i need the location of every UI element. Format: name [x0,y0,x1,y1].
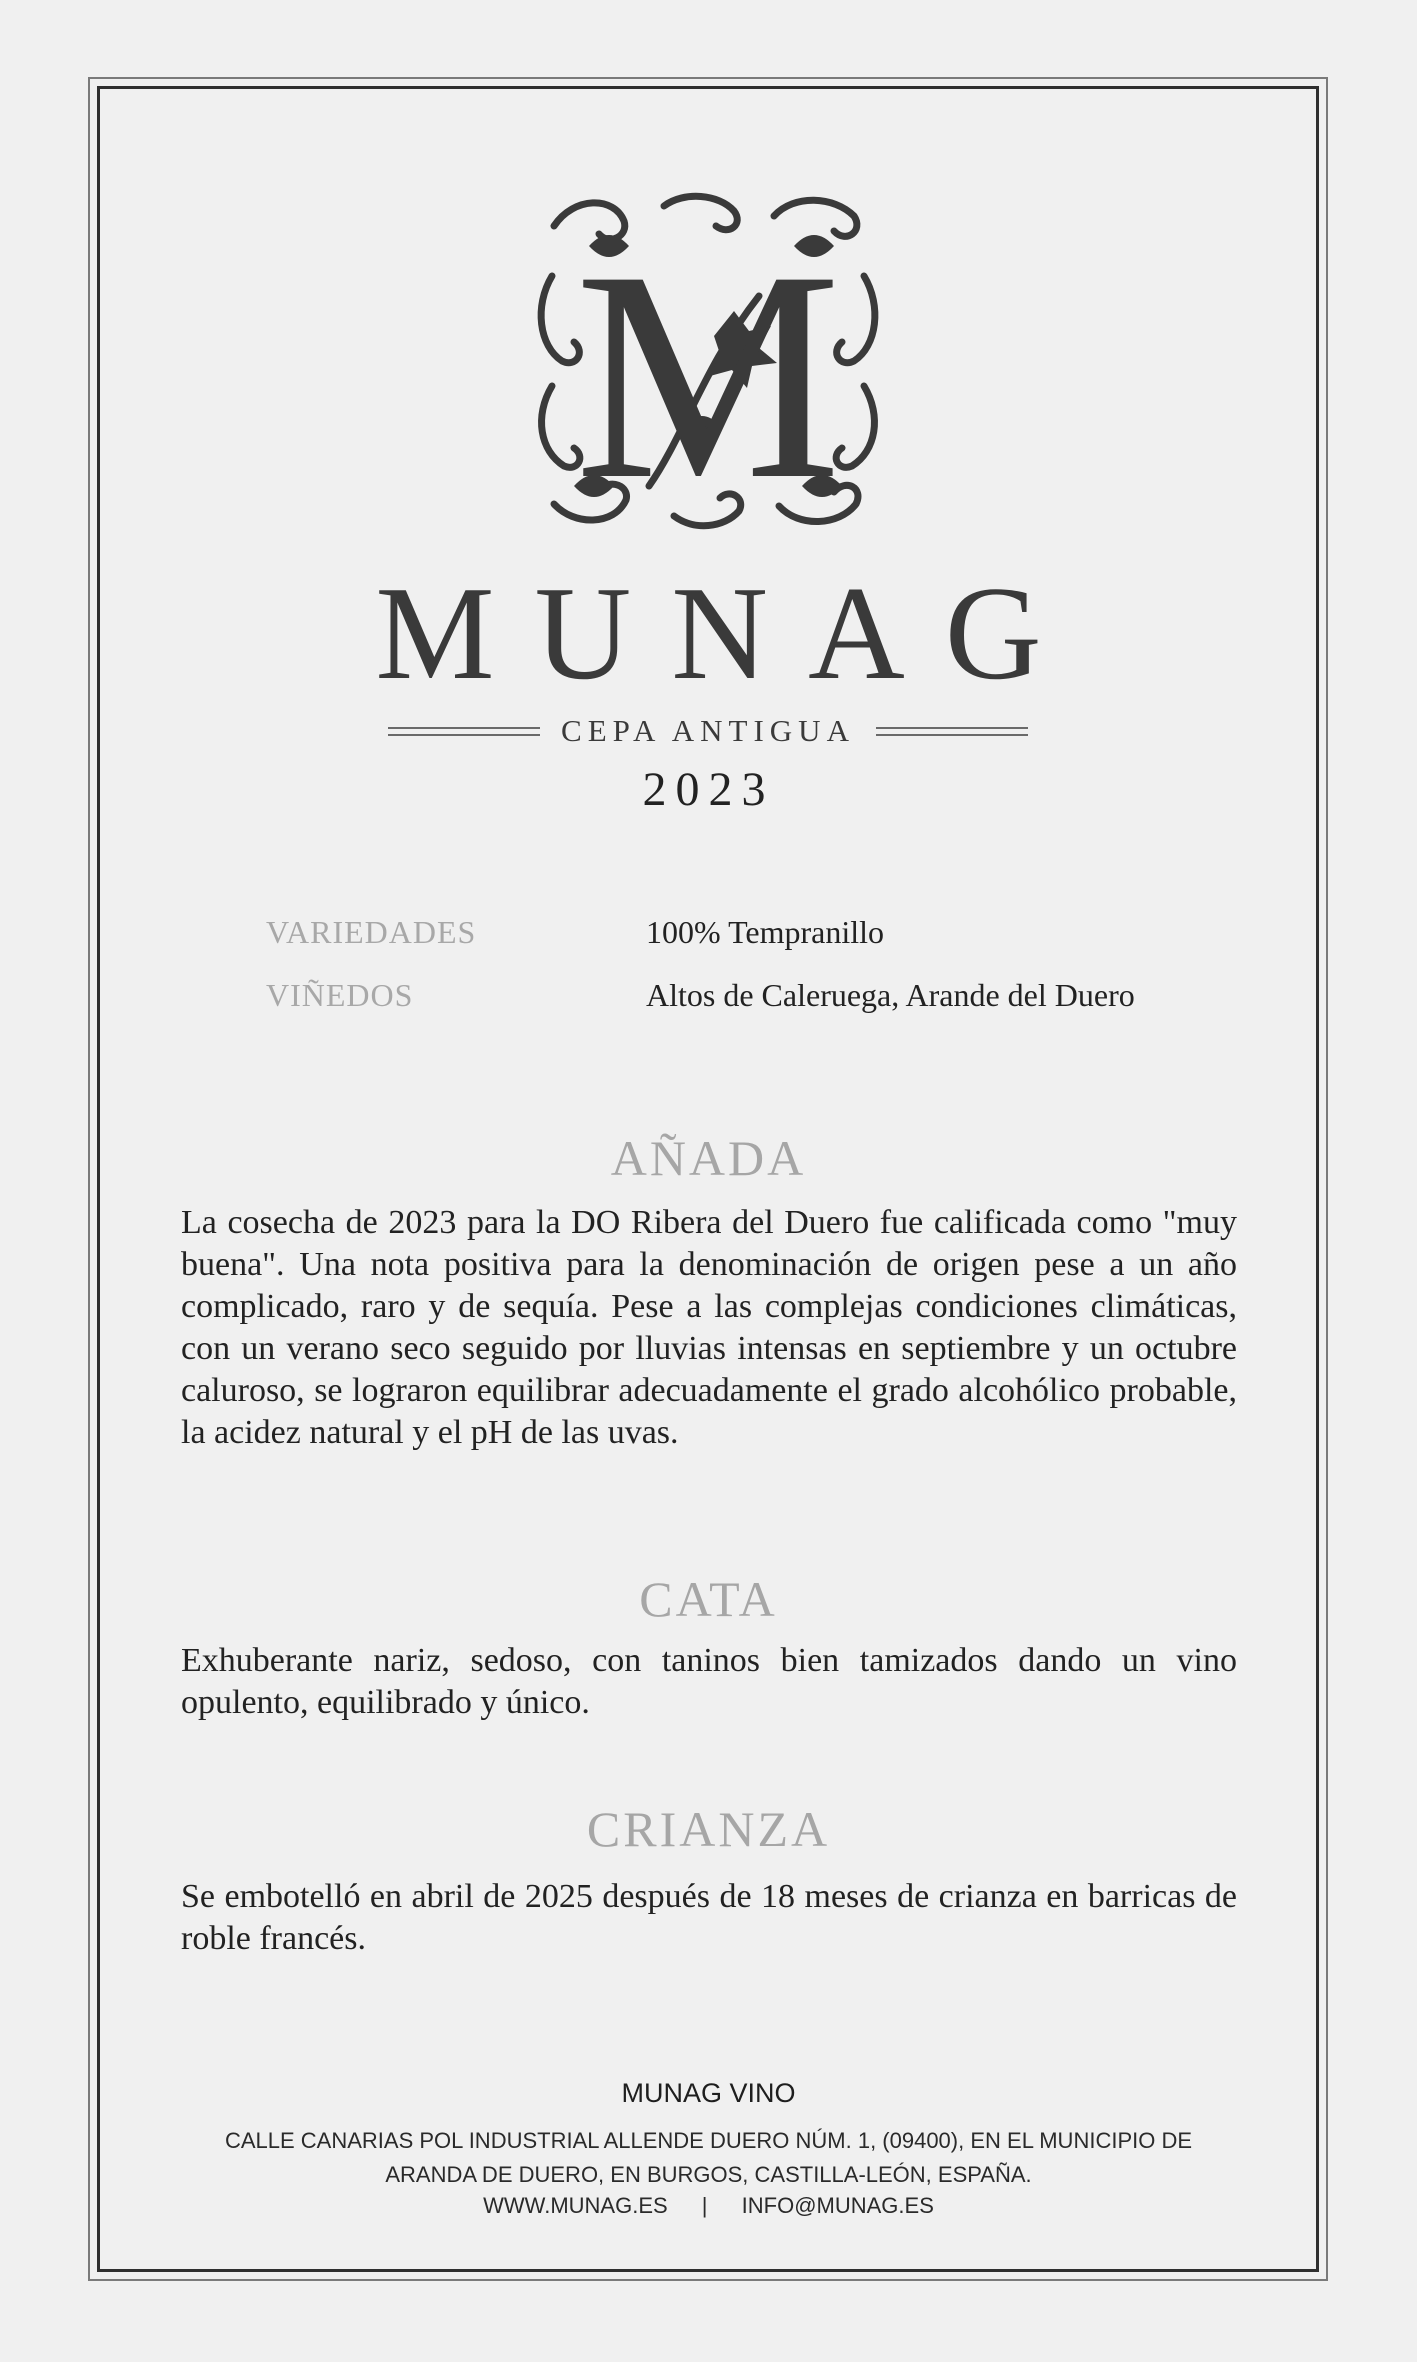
monogram-letter: M [574,209,842,534]
section-text-cata: Exhuberante nariz, sedoso, con taninos bien tamizados dando un vino opulento, equilibrado y único. [181,1642,1237,1721]
subtitle: CEPA ANTIGUA [561,713,855,748]
email-link[interactable]: INFO@MUNAG.ES [741,2193,934,2218]
monogram-logo [534,186,882,534]
spec-row-vineyards [0,977,1417,1021]
divider-right [876,727,1028,736]
spec-value: Altos de Caleruega, Arande del Duero [646,977,1135,1013]
ornament-swirl [836,386,874,467]
section-title-cata: CATA [639,1571,778,1627]
spec-row-varieties [0,914,1417,958]
ornament-swirl [541,276,579,363]
divider-left [388,727,540,736]
section-title-anada: AÑADA [610,1130,807,1186]
ornament-swirl [837,276,875,363]
spec-value: 100% Tempranillo [646,914,885,950]
brand-name: MUNAG [375,559,1082,707]
spec-label: VARIEDADES [266,914,477,950]
vintage-year: 2023 [642,763,775,816]
footer-company-name: MUNAG VINO [621,2078,796,2108]
section-text-anada: La cosecha de 2023 para la DO Ribera del Duero fue calificada como "muy buena". Una nota positiva para la denominación de origen pese a un año complicado, raro y de sequía. Pese a las complejas condiciones climáticas, con un verano seco seguido por lluvias intensas en septiembre y un octubre caluroso, se lograron equilibrar adecuadamente el grado alcohólico probable, la acidez natural y el pH de las uvas. [181,1204,1237,1451]
footer-links [0,2193,1417,2219]
subtitle-row [388,714,1028,748]
footer-address: CALLE CANARIAS POL INDUSTRIAL ALLENDE DUERO NÚM. 1, (09400), EN EL MUNICIPIO DE ARANDA DE DUERO, EN BURGOS, CASTILLA-LEÓN, ESPAÑA. [224,2128,1193,2187]
section-title-crianza: CRIANZA [586,1801,831,1857]
spec-label: VIÑEDOS [266,977,414,1013]
footer-separator: | [701,2193,708,2218]
section-text-crianza: Se embotelló en abril de 2025 después de 18 meses de crianza en barricas de roble francés. [181,1878,1237,1957]
website-link[interactable]: WWW.MUNAG.ES [483,2193,668,2218]
